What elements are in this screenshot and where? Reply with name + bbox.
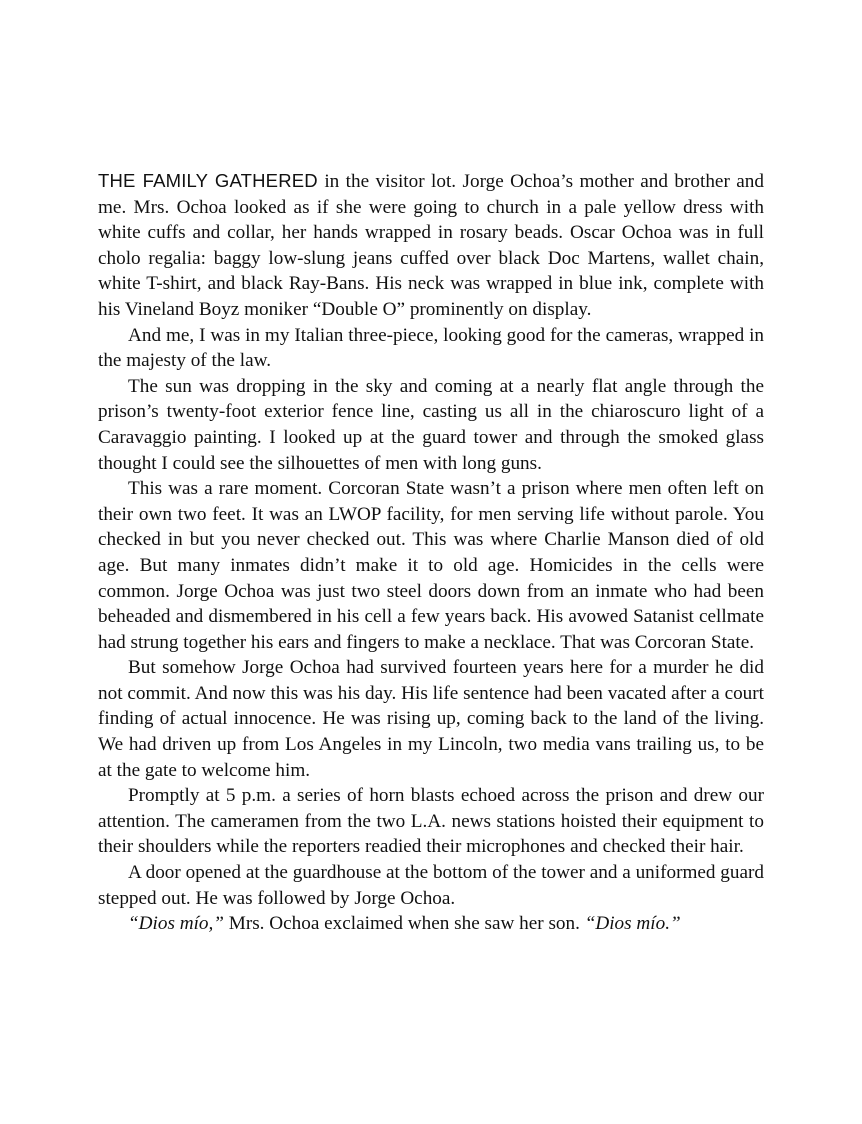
- paragraph: [98, 911, 764, 937]
- chapter-text: [98, 168, 764, 937]
- italic-quote: “Dios mío,”: [128, 913, 224, 935]
- paragraph: But somehow Jorge Ochoa had survived fourteen years here for a murder he did not commit. And now this was his day. His life sentence had been vacated after a court finding of actual innocence. He was rising up, coming back to the land of the living. We had driven up from Los Angeles in my Lincoln, two media vans trailing us, to be at the gate to welcome him.: [98, 657, 764, 781]
- paragraph-text: Mrs. Ochoa exclaimed when she saw her son.: [223, 913, 585, 935]
- paragraph: The sun was dropping in the sky and coming at a nearly flat angle through the prison’s twenty-foot exterior fence line, casting us all in the chiaroscuro light of a Caravaggio painting. I looked up at the guard tower and through the smoked glass thought I could see the silhouettes of men with long guns.: [98, 375, 764, 474]
- italic-quote: “Dios mío.”: [584, 913, 681, 935]
- paragraph-text: in the visitor lot. Jorge Ochoa’s mother and brother and me. Mrs. Ochoa looked as if she were going to church in a pale yellow dress with white cuffs and collar, her hands wrapped in rosary beads. Oscar Ochoa was in full cholo regalia: baggy low-slung jeans cuffed over black Doc Martens, wallet chain, white T-shirt, and black Ray-Bans. His neck was wrapped in blue ink, complete with his Vineland Boyz moniker “Double O” prominently on display.: [98, 171, 764, 320]
- paragraph: This was a rare moment. Corcoran State wasn’t a prison where men often left on their own two feet. It was an LWOP facility, for men serving life without parole. You checked in but you never checked out. This was where Charlie Manson died of old age. But many inmates didn’t make it to old age. Homicides in the cells were common. Jorge Ochoa was just two steel doors down from an inmate who had been beheaded and dismembered in his cell a few years back. His avowed Satanist cellmate had strung together his ears and fingers to make a necklace. That was Corcoran State.: [98, 478, 764, 653]
- paragraph: Promptly at 5 p.m. a series of horn blasts echoed across the prison and drew our attention. The cameramen from the two L.A. news stations hoisted their equipment to their shoulders while the reporters readied their microphones and checked their hair.: [98, 785, 764, 858]
- paragraph: [98, 168, 764, 323]
- paragraph: And me, I was in my Italian three-piece, looking good for the cameras, wrapped in the majesty of the law.: [98, 324, 764, 372]
- chapter-lead-in: THE FAMILY GATHERED: [98, 170, 318, 191]
- paragraph: A door opened at the guardhouse at the bottom of the tower and a uniformed guard stepped out. He was followed by Jorge Ochoa.: [98, 862, 764, 909]
